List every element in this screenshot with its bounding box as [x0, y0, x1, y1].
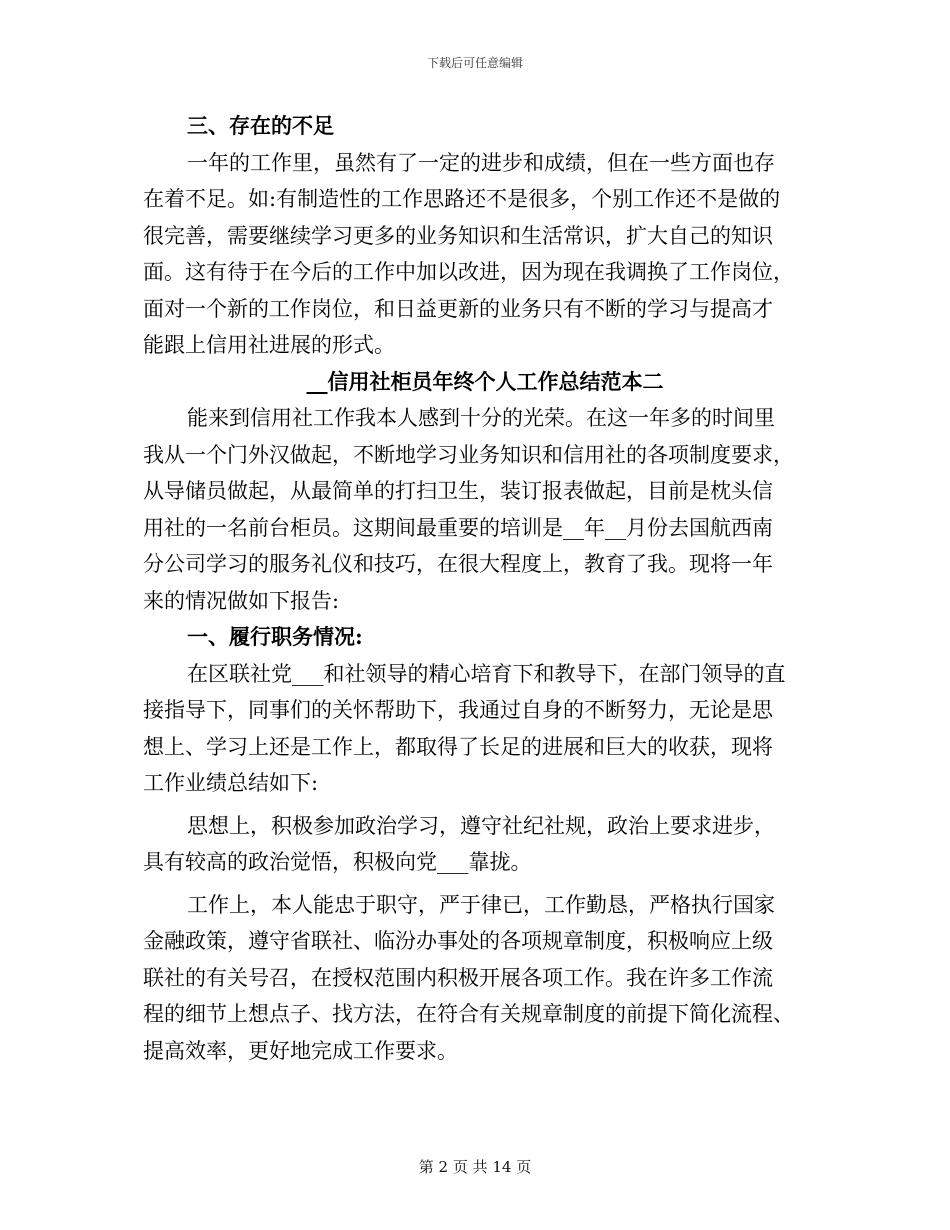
page-header: 下载后可任意编辑	[426, 56, 523, 70]
paragraph-duties-1	[143, 656, 807, 802]
text-line: 在区联社党___和社领导的精心培育下和教导下，在部门领导的直	[187, 661, 786, 686]
text-line: 具有较高的政治觉悟，积极向党___靠拢。	[143, 850, 532, 874]
text-line: 分公司学习的服务礼仪和技巧，在很大程度上，教育了我。现将一年	[143, 552, 773, 576]
document-title: __信用社柜员年终个人工作总结范本二	[306, 368, 664, 394]
text-line: 能来到信用社工作我本人感到十分的光荣。在这一年多的时间里	[187, 406, 775, 430]
text-line: 一年的工作里，虽然有了一定的进步和成绩，但在一些方面也存	[187, 150, 775, 175]
text-line: 我从一个门外汉做起，不断地学习业务知识和信用社的各项制度要求，	[143, 442, 794, 467]
text-line: 程的细节上想点子、找方法，在符合有关规章制度的前提下简化流程、	[143, 1002, 794, 1026]
text-line: 面对一个新的工作岗位，和日益更新的业务只有不断的学习与提高才	[143, 296, 773, 321]
text-line: 金融政策，遵守省联社、临汾办事处的各项规章制度，积极响应上级	[143, 929, 773, 953]
paragraph-duties-2	[143, 808, 807, 881]
paragraph-duties-3	[143, 887, 807, 1070]
section-heading-shortcomings: 三、存在的不足	[187, 113, 334, 138]
text-line: 面。这有待于在今后的工作中加以改进，因为现在我调换了工作岗位，	[143, 260, 794, 284]
text-line: 从导储员做起，从最简单的打扫卫生，装订报表做起，目前是枕头信	[143, 479, 773, 503]
text-line: 提高效率，更好地完成工作要求。	[143, 1038, 458, 1063]
text-line: 很完善，需要继续学习更多的业务知识和生活常识，扩大自己的知识	[143, 223, 773, 248]
text-line: 工作业绩总结如下:	[143, 771, 319, 795]
document-body	[143, 108, 807, 1069]
text-line: 工作上，本人能忠于职守，严于律已，工作勤恳，严格执行国家	[187, 892, 775, 917]
text-line: 思想上，积极参加政治学习，遵守社纪社规，政治上要求进步，	[187, 813, 775, 838]
paragraph-intro	[143, 400, 807, 619]
text-line: 能跟上信用社进展的形式。	[143, 333, 395, 357]
text-line: 联社的有关号召，在授权范围内积极开展各项工作。我在许多工作流	[143, 965, 773, 990]
text-line: 在着不足。如:有制造性的工作思路还不是很多，个别工作还不是做的	[143, 187, 781, 211]
paragraph-shortcomings	[143, 145, 807, 364]
text-line: 接指导下，同事们的关怀帮助下，我通过自身的不断努力，无论是思	[143, 698, 773, 722]
text-line: 用社的一名前台柜员。这期间最重要的培训是__年__月份去国航西南	[143, 515, 773, 540]
section-heading-duties: 一、履行职务情况:	[187, 624, 363, 649]
text-line: 想上、学习上还是工作上，都取得了长足的进展和巨大的收获，现将	[143, 734, 773, 759]
text-line: 来的情况做如下报告:	[143, 588, 340, 613]
page-number-footer: 第 2 页 共 14 页	[418, 1158, 532, 1176]
